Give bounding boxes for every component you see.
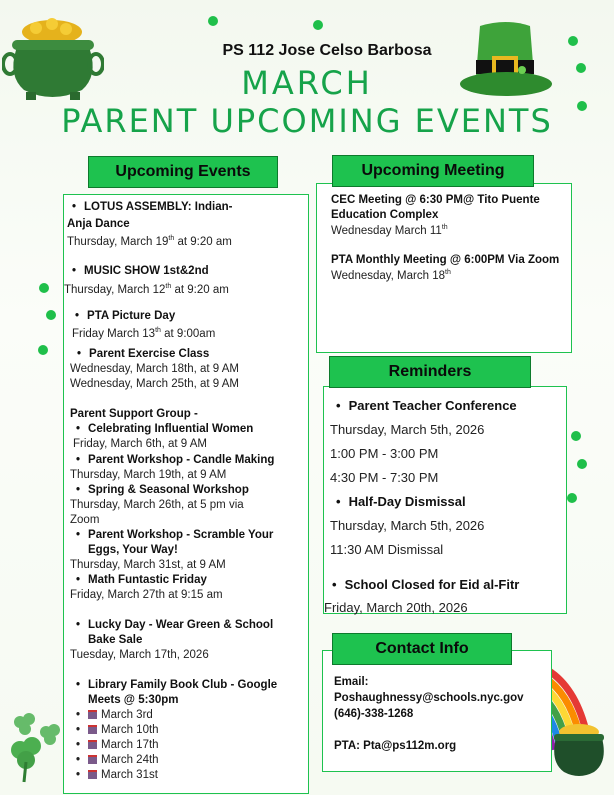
reminder-time: 11:30 AM Dismissal bbox=[330, 542, 444, 557]
event-date: Wednesday, March 18th, at 9 AM bbox=[70, 363, 239, 375]
event-date: Friday March 13th at 9:00am bbox=[72, 327, 216, 340]
school-name: PS 112 Jose Celso Barbosa bbox=[222, 42, 432, 59]
reminder-time: 4:30 PM - 7:30 PM bbox=[330, 470, 439, 485]
reminder-title: • Half-Day Dismissal bbox=[336, 494, 466, 509]
decor-dot bbox=[208, 16, 218, 26]
event-title: • Library Family Book Club - Google bbox=[76, 679, 277, 691]
event-date: Wednesday, March 25th, at 9 AM bbox=[70, 378, 239, 390]
reminder-title: • Parent Teacher Conference bbox=[336, 398, 517, 413]
event-date: Thursday, March 31st, at 9 AM bbox=[70, 559, 226, 571]
shamrock-icon bbox=[2, 710, 72, 790]
calendar-icon bbox=[88, 725, 97, 734]
event-title: • LOTUS ASSEMBLY: Indian- bbox=[72, 201, 232, 213]
book-club-date: • March 3rd bbox=[76, 709, 153, 721]
reminders-heading: Reminders bbox=[329, 356, 531, 388]
meeting-date: Wednesday March 11th bbox=[331, 224, 448, 237]
event-title: • PTA Picture Day bbox=[75, 310, 175, 322]
reminder-date: Thursday, March 5th, 2026 bbox=[330, 518, 485, 533]
contact-pta-email: PTA: Pta@ps112m.org bbox=[334, 740, 457, 752]
page-title-line1: MARCH bbox=[241, 64, 373, 102]
event-title: • MUSIC SHOW 1st&2nd bbox=[72, 265, 209, 277]
decor-dot bbox=[39, 283, 49, 293]
event-title: • Math Funtastic Friday bbox=[76, 574, 207, 586]
event-date: Friday, March 6th, at 9 AM bbox=[73, 438, 208, 450]
event-title: • Lucky Day - Wear Green & School bbox=[76, 619, 273, 631]
reminder-date: Friday, March 20th, 2026 bbox=[324, 600, 468, 615]
event-title: • Parent Workshop - Candle Making bbox=[76, 454, 274, 466]
event-date: Zoom bbox=[70, 514, 100, 526]
meeting-title: Education Complex bbox=[331, 209, 439, 221]
event-date: Friday, March 27th at 9:15 am bbox=[70, 589, 223, 601]
event-title: • Spring & Seasonal Workshop bbox=[76, 484, 249, 496]
contact-heading: Contact Info bbox=[332, 633, 512, 665]
meeting-title: PTA Monthly Meeting @ 6:00PM Via Zoom bbox=[331, 254, 560, 266]
event-date: Tuesday, March 17th, 2026 bbox=[70, 649, 209, 661]
event-title: Meets @ 5:30pm bbox=[88, 694, 179, 706]
event-title: Bake Sale bbox=[88, 634, 143, 646]
book-club-date: • March 10th bbox=[76, 724, 159, 736]
pot-of-gold-icon bbox=[548, 722, 610, 780]
reminder-title: • School Closed for Eid al-Fitr bbox=[332, 577, 519, 592]
decor-dot bbox=[571, 431, 581, 441]
upcoming-events-heading: Upcoming Events bbox=[88, 156, 278, 188]
book-club-date: • March 17th bbox=[76, 739, 159, 751]
contact-email: Poshaughnessy@schools.nyc.gov bbox=[334, 692, 524, 704]
book-club-date: • March 24th bbox=[76, 754, 159, 766]
calendar-icon bbox=[88, 740, 97, 749]
page-title-line2: PARENT UPCOMING EVENTS bbox=[61, 102, 553, 140]
decor-dot bbox=[46, 310, 56, 320]
decor-dot bbox=[313, 20, 323, 30]
book-club-date: • March 31st bbox=[76, 769, 158, 781]
event-title: • Parent Workshop - Scramble Your bbox=[76, 529, 273, 541]
reminder-date: Thursday, March 5th, 2026 bbox=[330, 422, 485, 437]
event-date: Thursday, March 12th at 9:20 am bbox=[64, 283, 229, 296]
decor-dot bbox=[577, 459, 587, 469]
event-title: Anja Dance bbox=[67, 218, 130, 230]
meeting-date: Wednesday, March 18th bbox=[331, 269, 451, 282]
event-date: Thursday, March 19th, at 9 AM bbox=[70, 469, 227, 481]
event-title: Eggs, Your Way! bbox=[88, 544, 178, 556]
calendar-icon bbox=[88, 770, 97, 779]
reminder-time: 1:00 PM - 3:00 PM bbox=[330, 446, 439, 461]
event-title: • Parent Exercise Class bbox=[77, 348, 209, 360]
contact-phone: (646)-338-1268 bbox=[334, 708, 414, 720]
upcoming-meeting-heading: Upcoming Meeting bbox=[332, 155, 534, 187]
contact-email-label: Email: bbox=[334, 676, 369, 688]
decor-dot bbox=[38, 345, 48, 355]
event-title: • Celebrating Influential Women bbox=[76, 423, 253, 435]
meeting-title: CEC Meeting @ 6:30 PM@ Tito Puente bbox=[331, 194, 540, 206]
decor-dot bbox=[567, 493, 577, 503]
event-title: Parent Support Group - bbox=[70, 408, 198, 420]
calendar-icon bbox=[88, 710, 97, 719]
event-date: Thursday, March 19th at 9:20 am bbox=[67, 235, 232, 248]
event-date: Thursday, March 26th, at 5 pm via bbox=[70, 499, 244, 511]
calendar-icon bbox=[88, 755, 97, 764]
